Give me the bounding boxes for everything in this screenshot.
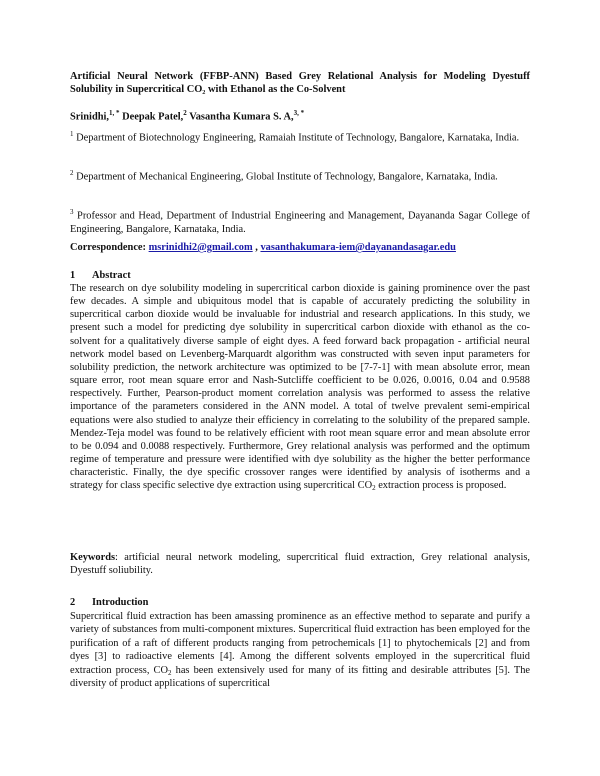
author-affiliation-mark: 3, * bbox=[293, 109, 305, 117]
section-heading-abstract bbox=[70, 269, 530, 282]
keywords-text: : artificial neural network modeling, supercritical fluid extraction, Grey relational analysis, Dyestuff soliubility. bbox=[70, 552, 530, 577]
affiliation bbox=[70, 206, 530, 236]
abstract-paragraph bbox=[70, 282, 530, 493]
author-name: Vasantha Kumara S. A, bbox=[186, 111, 294, 123]
abstract-text: extraction process is proposed. bbox=[375, 480, 507, 492]
section-title: Abstract bbox=[92, 270, 131, 281]
affiliation bbox=[70, 167, 530, 184]
abstract-text: The research on dye solubility modeling in supercritical carbon dioxide is gaining prominence over the past few decades. A simple and ubiquitous model that is capable of accurately predicting the solubility in supercritical carbon dioxide would be invaluable for industrial and research applications. In this study, we present such a model for predicting dye solubility in supercritical carbon dioxide with ethanol as the co-solvent for a qualitatively diverse sample of eight dyes. A feed forward back propagation - artificial neural network model based on Levenberg-Marquardt algorithm was constructed with seven input parameters for solubility prediction, the network architecture was optimized to be [7-7-1] with mean absolute error, mean square error, root mean square error and Nash-Sutcliffe coefficient to be 0.026, 0.0016, 0.04 and 0.9588 respectively. Further, Pearson-product moment correlation analysis was performed to assess the relative importance of the parameters considered in the ANN model. A total of twelve prevalent semi-empirical equations were also studied to analyze their efficiency in correlating to the solubility of the prepared sample. Mendez-Teja model was found to be relatively efficient with root mean square error and mean absolute error to be 0.094 and 0.0088 respectively. Furthermore, Grey relational analysis was performed and the optimum regime of temperature and pressure were identified with dye solubility as the higher the better performance characteristic. Finally, the dye specific crossover ranges were identified by analysis of isotherms and a strategy for class specific selective dye extraction using supercritical CO bbox=[70, 283, 530, 492]
affiliation-text: Department of Biotechnology Engineering, Ramaiah Institute of Technology, Bangalore, Karnataka, India. bbox=[73, 132, 520, 144]
keywords-label: Keywords bbox=[70, 552, 116, 563]
section-number: 2 bbox=[70, 597, 76, 608]
affiliation-number: 2 bbox=[70, 169, 74, 177]
keywords-paragraph bbox=[70, 551, 530, 577]
affiliation-number: 3 bbox=[70, 208, 74, 216]
paper-title: Artificial Neural Network (FFBP-ANN) Based Grey Relational Analysis for Modeling Dyestuff Solubility in Supercritical CO₂ with Ethanol as the Co-Solvent bbox=[70, 71, 530, 95]
subscript: 2 bbox=[168, 668, 172, 677]
affiliation-text: Professor and Head, Department of Industrial Engineering and Management, Dayananda Sagar College of Engineering, Bangalore, Karnataka, India. bbox=[70, 210, 530, 235]
introduction-text: has been extensively used for many of its fitting and desirable attributes [5]. The diversity of product applications of supercritical bbox=[70, 664, 531, 690]
correspondence-email-link[interactable]: msrinidhi2@gmail.com bbox=[148, 242, 253, 253]
subscript: 2 bbox=[372, 484, 376, 493]
email-separator: , bbox=[252, 242, 261, 253]
author-name: Deepak Patel, bbox=[119, 111, 184, 123]
author-name: Srinidhi, bbox=[70, 111, 109, 123]
introduction-paragraph bbox=[70, 610, 530, 690]
author-list bbox=[70, 107, 530, 123]
introduction-text: Supercritical fluid extraction has been amassing prominence as an effective method to separate and purify a variety of substances from multi-component mixtures. Supercritical fluid extraction has been employed for the purification of a raft of different products ranging from petrochemicals [1] to phytochemicals [2] and from dyes [3] to radioactive elements [4]. Among the different solvents employed in the supercritical fluid extraction process, CO bbox=[70, 611, 530, 676]
section-heading-introduction bbox=[70, 596, 530, 609]
affiliation-text: Department of Mechanical Engineering, Global Institute of Technology, Bangalore, Karnataka, India. bbox=[73, 171, 498, 183]
correspondence-line bbox=[70, 241, 530, 254]
author-affiliation-mark: 2 bbox=[183, 109, 187, 117]
section-title: Introduction bbox=[92, 597, 149, 608]
affiliation bbox=[70, 128, 530, 145]
correspondence-label: Correspondence: bbox=[70, 242, 146, 253]
section-number: 1 bbox=[70, 270, 76, 281]
author-affiliation-mark: 1, * bbox=[109, 109, 120, 117]
correspondence-email-link[interactable]: vasanthakumara-iem@dayanandasagar.edu bbox=[260, 242, 456, 253]
affiliation-number: 1 bbox=[70, 130, 74, 138]
